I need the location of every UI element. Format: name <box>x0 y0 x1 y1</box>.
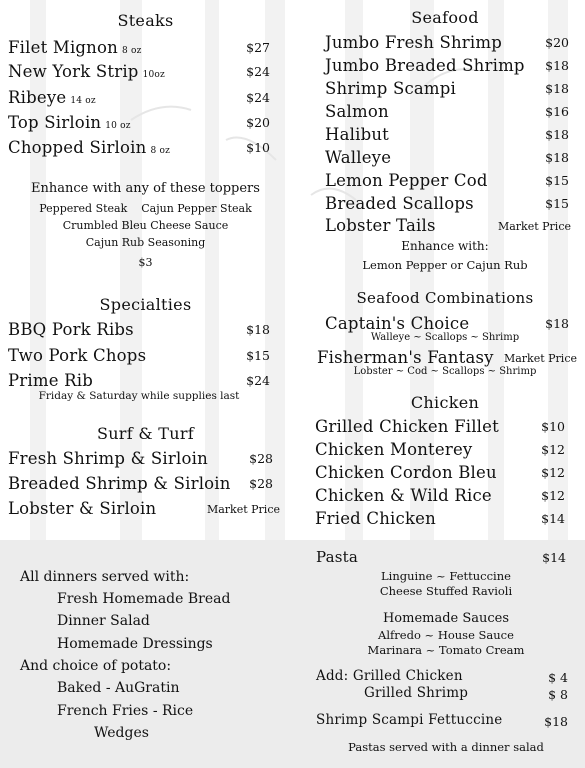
dinner-side: Dinner Salad <box>57 613 150 629</box>
item-size: 10 oz <box>105 121 131 131</box>
menu-item <box>315 417 565 439</box>
item-name: Walleye <box>325 148 392 167</box>
menu-item <box>315 509 565 531</box>
item-name: New York Strip <box>8 62 139 81</box>
item-price: $20 <box>545 35 569 50</box>
menu-item <box>315 440 565 462</box>
item-price: $24 <box>246 90 270 105</box>
item-name: Chicken & Wild Rice <box>315 486 492 505</box>
menu-item <box>8 449 273 471</box>
menu-item <box>325 148 569 170</box>
addon-price: $ 8 <box>548 687 568 702</box>
menu-item <box>325 171 569 193</box>
item-name: Shrimp Scampi <box>325 79 457 98</box>
item-name: Fisherman's Fantasy <box>317 348 494 367</box>
item-price: $24 <box>246 64 270 79</box>
item-name: Halibut <box>325 125 390 144</box>
potato-title: And choice of potato: <box>20 658 172 674</box>
addon-label: Add: Grilled Chicken <box>316 668 463 684</box>
item-name: Chopped Sirloin <box>8 138 147 157</box>
item-price: $14 <box>541 511 565 526</box>
potato-options: Baked - AuGratin <box>57 680 180 696</box>
menu-item <box>325 216 571 238</box>
pasta-addon-row <box>364 685 568 707</box>
chicken-header: Chicken <box>410 393 480 412</box>
toppers-price: $3 <box>138 256 153 269</box>
potato-options: Wedges <box>94 725 149 741</box>
item-name: Ribeye <box>8 88 67 107</box>
menu-item <box>8 113 270 135</box>
item-price: $10 <box>541 419 565 434</box>
pasta-header: Pasta <box>316 548 359 566</box>
item-name: Fresh Shrimp & Sirloin <box>8 449 208 468</box>
item-name: Lobster & Sirloin <box>8 499 157 518</box>
addon-label: Grilled Shrimp <box>364 685 469 701</box>
item-price: Market Price <box>497 220 571 233</box>
item-name: Filet Mignon <box>8 38 118 57</box>
item-price: $12 <box>541 488 565 503</box>
menu-item <box>315 463 565 485</box>
pasta-row <box>316 548 566 570</box>
item-name: Lobster Tails <box>325 216 436 235</box>
item-price: $18 <box>544 714 568 729</box>
item-name: Salmon <box>325 102 389 121</box>
combo-description: Lobster ~ Cod ~ Scallops ~ Shrimp <box>353 366 537 377</box>
seafood-header: Seafood <box>411 8 479 27</box>
item-size: 10oz <box>142 70 165 80</box>
seafood-combos-header: Seafood Combinations <box>356 289 534 307</box>
item-price: $18 <box>545 150 569 165</box>
sauces-options: Alfredo ~ House Sauce <box>378 628 514 642</box>
menu-item <box>8 346 270 368</box>
item-price: $28 <box>249 451 273 466</box>
dinners-title: All dinners served with: <box>20 569 190 585</box>
item-name: Chicken Monterey <box>315 440 473 459</box>
item-price: $27 <box>246 40 270 55</box>
item-name: BBQ Pork Ribs <box>8 320 134 339</box>
sauces-title: Homemade Sauces <box>382 611 510 626</box>
menu-item <box>8 320 270 342</box>
dinner-side: Fresh Homemade Bread <box>57 591 231 607</box>
item-name: Breaded Shrimp & Sirloin <box>8 474 231 493</box>
menu-item <box>315 486 565 508</box>
addon-price: $ 4 <box>548 670 568 685</box>
menu-item <box>325 102 569 124</box>
item-name: Grilled Chicken Fillet <box>315 417 499 436</box>
item-price: Market Price <box>503 352 577 365</box>
item-name: Fried Chicken <box>315 509 436 528</box>
item-size: 14 oz <box>70 96 96 106</box>
item-price: $15 <box>545 173 569 188</box>
menu-item <box>8 474 273 496</box>
item-price: $18 <box>246 322 270 337</box>
item-price: $12 <box>541 465 565 480</box>
sauces-options: Marinara ~ Tomato Cream <box>367 643 525 657</box>
item-price: $18 <box>545 81 569 96</box>
item-price: $24 <box>246 373 270 388</box>
pasta-footer: Pastas served with a dinner salad <box>348 740 544 754</box>
menu-item <box>325 56 569 78</box>
seafood-enhance-options: Lemon Pepper or Cajun Rub <box>362 258 528 272</box>
menu-item <box>316 712 568 734</box>
item-price: $16 <box>545 104 569 119</box>
menu-item <box>8 62 270 84</box>
pasta-noodles: Cheese Stuffed Ravioli <box>379 584 513 598</box>
menu-item <box>8 499 280 521</box>
item-price: $10 <box>246 140 270 155</box>
item-price: $28 <box>249 476 273 491</box>
item-price: $18 <box>545 127 569 142</box>
item-size: 8 oz <box>121 46 142 56</box>
item-price: $18 <box>545 58 569 73</box>
surf-turf-header: Surf & Turf <box>96 424 195 443</box>
pasta-noodles: Linguine ~ Fettuccine <box>381 569 511 583</box>
toppers-title: Enhance with any of these toppers <box>31 181 260 196</box>
menu-item <box>325 79 569 101</box>
toppers-line: Cajun Rub Seasoning <box>85 236 206 249</box>
item-price: $20 <box>246 115 270 130</box>
item-name: Captain's Choice <box>325 314 470 333</box>
steaks-header: Steaks <box>117 11 174 30</box>
item-price: Market Price <box>206 503 280 516</box>
dinner-side: Homemade Dressings <box>57 636 213 652</box>
item-name: Chicken Cordon Bleu <box>315 463 497 482</box>
menu-item <box>325 33 569 55</box>
menu-item <box>8 88 270 110</box>
combo-description: Walleye ~ Scallops ~ Shrimp <box>370 332 520 343</box>
item-price: $15 <box>246 348 270 363</box>
menu-item <box>8 38 270 60</box>
item-size: 8 oz <box>150 146 171 156</box>
item-name: Top Sirloin <box>8 113 102 132</box>
item-price: $12 <box>541 442 565 457</box>
item-name: Jumbo Fresh Shrimp <box>325 33 502 52</box>
item-name: Prime Rib <box>8 371 93 390</box>
specialties-header: Specialties <box>99 295 192 314</box>
item-name: Breaded Scallops <box>325 194 474 213</box>
pasta-price: $14 <box>542 550 566 565</box>
item-price: $15 <box>545 196 569 211</box>
item-name: Jumbo Breaded Shrimp <box>325 56 525 75</box>
toppers-line: Peppered Steak Cajun Pepper Steak <box>39 202 252 215</box>
menu-item <box>325 125 569 147</box>
menu-item <box>8 138 270 160</box>
prime-rib-note: Friday & Saturday while supplies last <box>38 390 240 402</box>
menu-item <box>325 194 569 216</box>
potato-options: French Fries - Rice <box>57 703 194 719</box>
toppers-line: Crumbled Bleu Cheese Sauce <box>62 219 229 232</box>
item-name: Shrimp Scampi Fettuccine <box>316 712 503 728</box>
item-name: Lemon Pepper Cod <box>325 171 488 190</box>
seafood-enhance-title: Enhance with: <box>401 239 489 253</box>
item-price: $18 <box>545 316 569 331</box>
item-name: Two Pork Chops <box>8 346 147 365</box>
